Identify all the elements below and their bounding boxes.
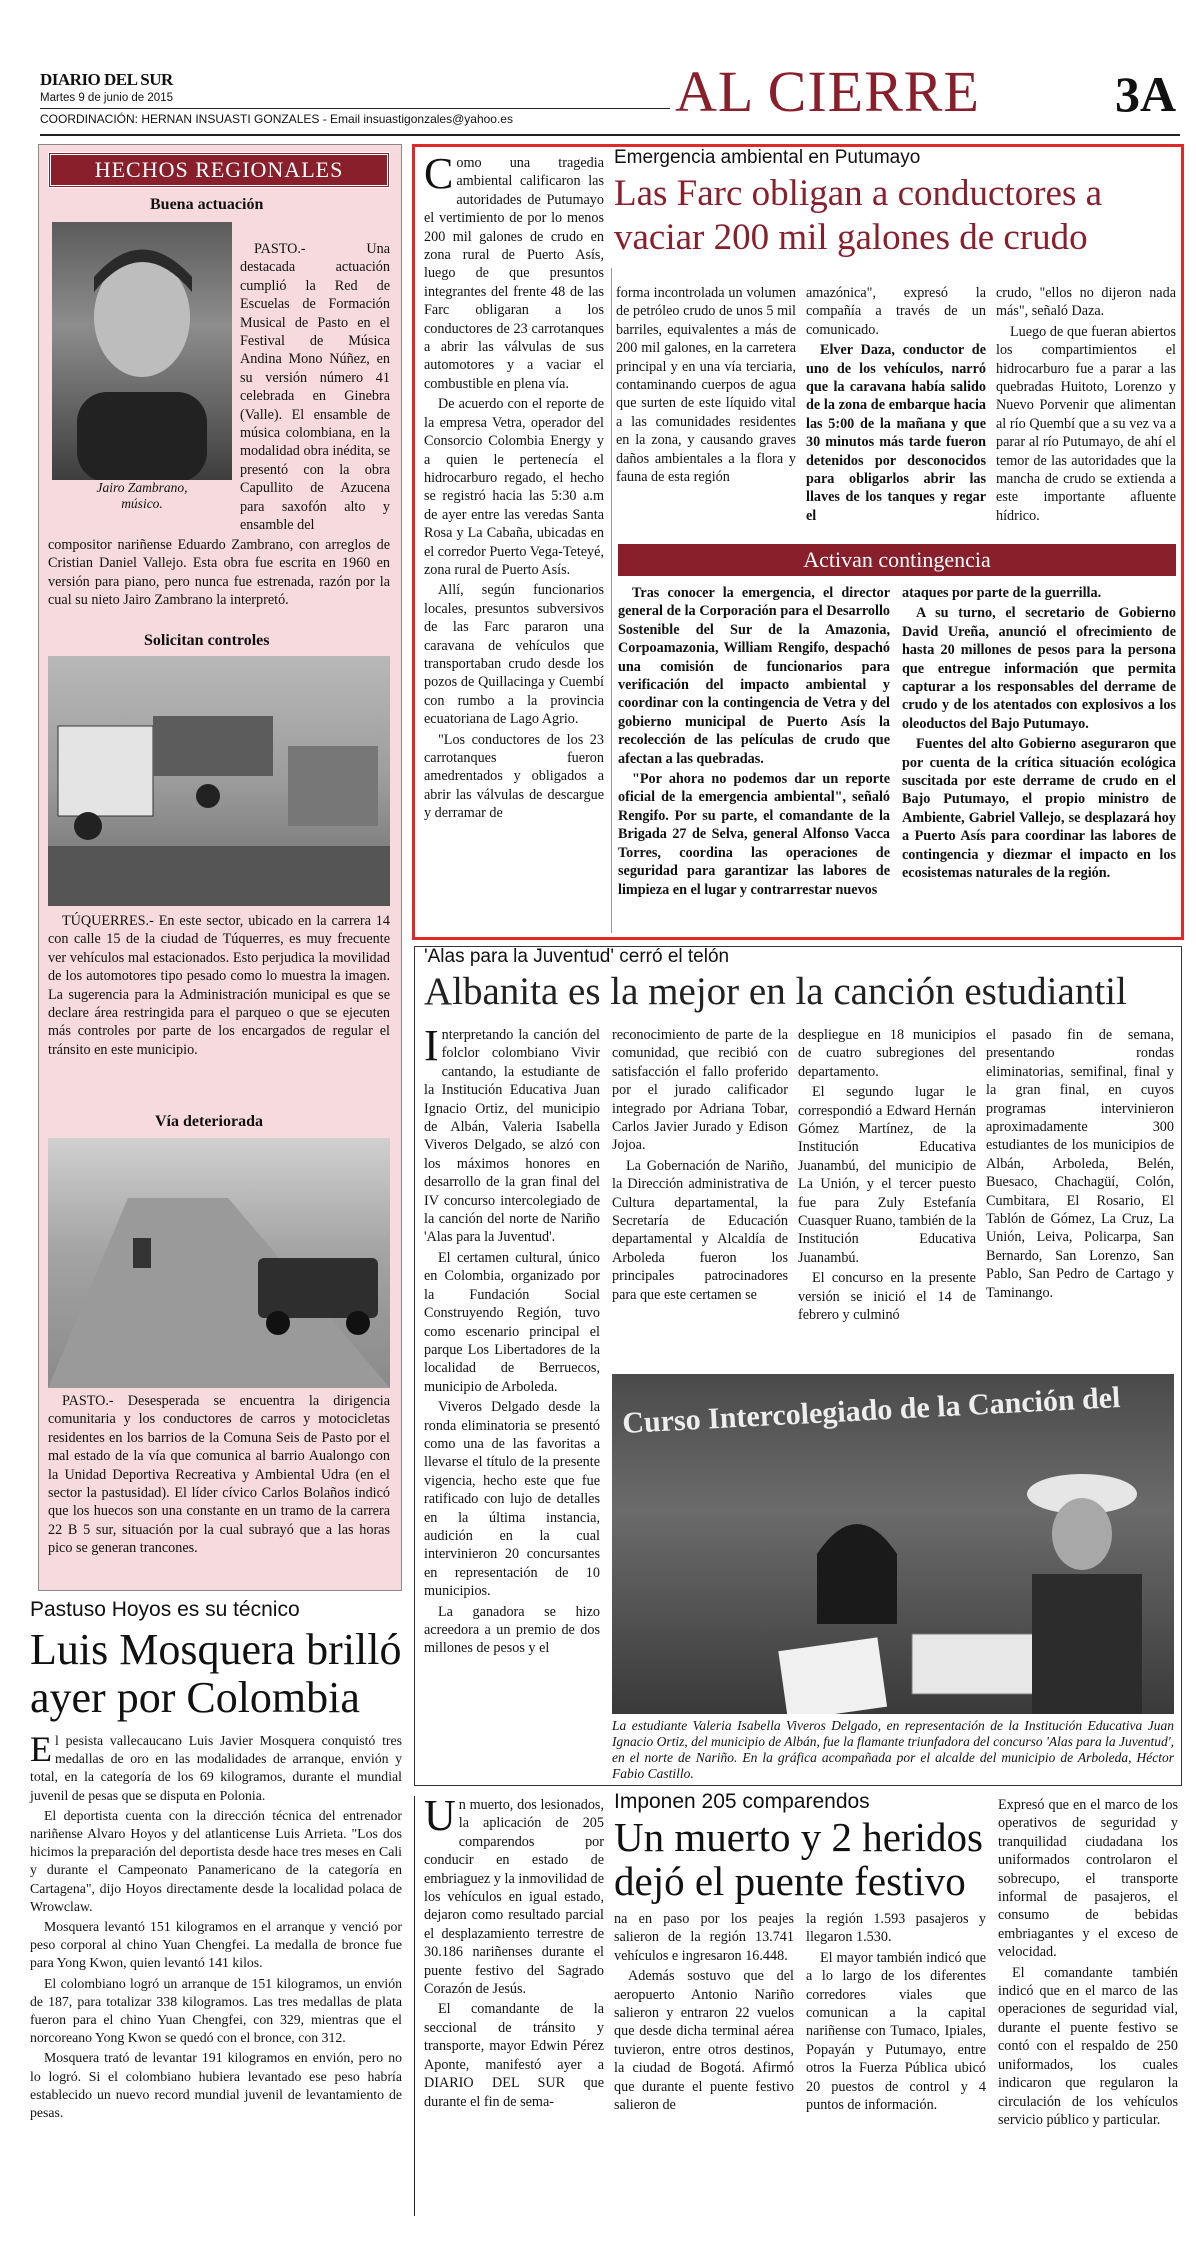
paragraph-text: l pesista vallecaucano Luis Javier Mosquera conquistó tres medallas de oro en las modalidades de arranque, envión y total, en la categoría de los 69 kilogramos, durante el mundial juvenil de pesas que se disputa en Polonia. xyxy=(30,1733,402,1803)
paragraph: De acuerdo con el reporte de la empresa Vetra, operador del Consorcio Colombia Energy y a quien le pertenecía el hidrocarburo regado, el hecho se registró hacia las 5:30 a.m de ayer entre las veredas Santa Rosa y La Cabaña, ubicadas en el corredor Puerto Vega-Teteyé, zona rural de Puerto Asís. xyxy=(424,396,604,578)
section-title-via-deteriorada: Vía deteriorada xyxy=(155,1113,263,1130)
paragraph: PASTO.- Desesperada se encuentra la dirigencia comunitaria y los conductores de carros y motocicletas residentes en los barrios de la Comuna Seis de Pasto por el mal estado de la vía que comunica al barrio Aualongo con la Unidad Deportiva Recreativa y Ambiental Udra (en el sector la pastusidad). El líder cívico Carlos Bolaños indicó que los huecos son una constante en un tramo de la carrera 22 B 5 sur, situación por la cual subrayó que a las horas pico se generan trancones. xyxy=(48,1393,390,1557)
albanita-column-2 xyxy=(612,1026,788,1306)
paragraph: La Gobernación de Nariño, la Dirección administrativa de Cultura departamental, la Secretaría de Educación departamental y Alcaldía de Arboleda fueron los principales patrocinadores para que este certamen se xyxy=(612,1157,788,1303)
farc-kicker: Emergencia ambiental en Putumayo xyxy=(614,147,921,168)
road-photo xyxy=(48,1138,390,1388)
trucks-illustration xyxy=(48,656,390,906)
paragraph xyxy=(424,1021,600,1247)
paragraph: forma incontrolada un volumen de petróleo crudo de unos 5 mil barriles, equivalentes a más de 200 mil galones, en la carretera principal y en una vía terciaria, contaminando cuerpos de agua que surten de este líquido vital a las comunidades residentes en la zona, y causando graves daños ambientales a la flora y fauna de esta región xyxy=(616,285,796,486)
paragraph: despliegue en 18 municipios de cuatro subregiones del departamento. xyxy=(798,1027,976,1080)
jairo-zambrano-photo xyxy=(52,222,232,480)
albanita-kicker: 'Alas para la Juventud' cerró el telón xyxy=(424,946,730,967)
buena-actuacion-rest xyxy=(48,536,390,612)
paragraph: El mayor también indicó que a lo largo de los diferentes corredores viales que comunican a la capital nariñense con Tumaco, Ipiales, Popayán y Putumayo, entre otros la Fuerza Pública ubicó 20 puestos de control y 4 puntos de información. xyxy=(806,1949,986,2114)
hechos-header-label: HECHOS REGIONALES xyxy=(94,157,344,182)
paragraph: el pasado fin de semana, presentando rondas eliminatorias, semifinal, final y la gran final, en cuyos programas intervinieron aproximadamente 300 estudiantes de los municipios de Albán, Arboleda, Belén, Buesaco, Chachagüí, Colón, Cumbitara, El Rosario, El Tablón de Gómez, La Cruz, La Unión, Leiva, Policarpa, San Bernardo, San Lorenzo, San Pablo, San Pedro de Cartago y Taminango. xyxy=(986,1027,1174,1301)
mosquera-kicker: Pastuso Hoyos es su técnico xyxy=(30,1598,300,1621)
paragraph: La ganadora se hizo acreedora a un premio de dos millones de pesos y el xyxy=(424,1603,600,1657)
paragraph: "Por ahora no podemos dar un reporte oficial de la emergencia ambiental", señaló Rengifo. Por su parte, el comandante de la Brigada 27 de Selva, general Alfonso Vacca Torres, coordina las operaciones de seguridad para garantizar las labores de limpieza en el lugar y contrarrestar nuevos xyxy=(618,771,890,898)
mosquera-body xyxy=(30,1729,402,2124)
farc-column-4 xyxy=(996,284,1176,527)
albanita-photo-caption: La estudiante Valeria Isabella Viveros Delgado, en representación de la Institución Educativa Juan Ignacio Ortiz, del municipio de Albán, fue la flamante triunfadora del concurso 'Alas para la Juventud', en el norte de Nariño. En la gráfica acompañada por el alcalde del municipio de Arboleda, Héctor Fabio Castillo. xyxy=(612,1718,1174,1781)
paragraph: Allí, según funcionarios locales, presuntos subversivos de las Farc pararon una caravana de vehículos que transportaban crudo desde los pozos de Quillacinga y Cuembí con rumbo a la provincia ecuatoriana de Lago Agrio. xyxy=(424,582,604,728)
dropcap: C xyxy=(424,149,454,198)
issue-date: Martes 9 de junio de 2015 xyxy=(40,92,173,104)
section-title: AL CIERRE xyxy=(675,59,980,124)
dropcap: E xyxy=(30,1729,52,1769)
paragraph: "Los conductores de los 23 carrotanques fueron amedrentados y obligados a abrir las válvulas de descargue y derramar de xyxy=(424,731,604,822)
paragraph: Mosquera levantó 151 kilogramos en el arranque y venció por peso corporal al chino Yuan Chengfei. La medalla de bronce fue para Yong Kwon, quien levantó 141 kilos. xyxy=(30,1919,402,1971)
festivo-column-2 xyxy=(614,1910,794,2116)
paragraph: Fuentes del alto Gobierno aseguraron que por cuenta de la crítica situación ecológica suscitada por este derrame de crudo en el Bajo Putumayo, el propio ministro de Ambiente, Gabriel Vallejo, se desplazará hoy a Puerto Asís para coordinar las labores de contingencia y diezmar el impacto en los ecosistemas naturales de la región. xyxy=(902,736,1176,882)
farc-contingencia-col-2 xyxy=(902,584,1176,885)
paragraph: El deportista cuenta con la dirección técnica del entrenador nariñense Alvaro Hoyos y del atlanticense Luis Arrieta. "Los dos hicimos la preparación del deportista desde hace tres meses en Cali y durante el Campeonato Panamericano de la categoría en Cartagena", dijo Hoyos directamente desde la localidad polaca de Wrowclaw. xyxy=(30,1807,402,1914)
paragraph: ataques por parte de la guerrilla. xyxy=(902,585,1102,601)
paragraph-text: nterpretando la canción del folclor colombiano Vivir cantando, la estudiante de la Institución Educativa Juan Ignacio Ortiz, del municipio de Albán, Valeria Isabella Viveros Delgado, se alzó con los máximos honores en desarrollo de la gran final del IV concurso intercolegiado de la canción del norte de Nariño 'Alas para la Juventud'. xyxy=(424,1027,600,1246)
albanita-column-1 xyxy=(424,1021,600,1660)
albanita-headline: Albanita es la mejor en la canción estudiantil xyxy=(424,970,1127,1013)
albanita-winner-photo xyxy=(612,1374,1174,1714)
paragraph-text: n muerto, dos lesionados, la aplicación de 205 comparendos por conducir en estado de embriaguez y la inmovilidad de los vehículos en igual estado, dejaron como resultado parcial el desplazamiento terrestre de 30.186 nariñenses durante el puente festivo del Sagrado Corazón de Jesús. xyxy=(424,1797,604,1998)
page-number: 3A xyxy=(1115,66,1177,122)
photo-banner-text: Curso Intercolegiado de la Canción del xyxy=(621,1380,1122,1441)
paragraph xyxy=(30,1729,402,1805)
paragraph: la región 1.593 pasajeros y llegaron 1.530. xyxy=(806,1911,986,1946)
paragraph: na en paso por los peajes salieron de la región 13.741 vehículos e ingresaron 16.448. xyxy=(614,1911,794,1964)
paragraph xyxy=(424,149,604,393)
albanita-column-4 xyxy=(986,1026,1174,1304)
section-title-buena-actuacion: Buena actuación xyxy=(150,196,264,213)
paragraph: crudo, "ellos no dijeron nada más", señaló Daza. xyxy=(996,285,1176,320)
paragraph: amazónica", expresó la compañía a través de un comunicado. xyxy=(806,285,986,338)
paragraph: Mosquera trató de levantar 191 kilogramos en envión, pero no lo logró. Si el colombiano hubiera levantado ese peso habría establecido un nuevo record mundial juvenil de levantamiento de pesas. xyxy=(30,2050,402,2121)
winner-illustration xyxy=(612,1374,1174,1714)
paragraph-text: omo una tragedia ambiental calificaron las autoridades de Putumayo el vertimiento de por lo menos 200 mil galones de crudo en zona rural de Puerto Asís, luego de que presuntos integrantes del frente 48 de las Farc obligaran a los conductores de 23 carrotanques a abrir las válvulas de sus automotores y a vaciar el combustible en plena vía. xyxy=(424,155,604,392)
jairo-photo-caption: Jairo Zambrano, músico. xyxy=(96,480,188,511)
albanita-column-3 xyxy=(798,1026,976,1327)
festivo-column-4 xyxy=(998,1796,1178,2131)
via-deteriorada-text xyxy=(48,1392,390,1560)
road-illustration xyxy=(48,1138,390,1388)
paper-name: DIARIO DEL SUR xyxy=(40,70,173,89)
activan-contingencia-bar xyxy=(618,544,1176,576)
hechos-header xyxy=(48,152,390,188)
mosquera-headline: Luis Mosquera brilló ayer por Colombia xyxy=(30,1625,402,1722)
festivo-column-1 xyxy=(424,1791,604,2113)
section-title-solicitan-controles: Solicitan controles xyxy=(144,632,270,649)
festivo-headline: Un muerto y 2 heridos dejó el puente festivo xyxy=(614,1814,983,1904)
paragraph: El certamen cultural, único en Colombia, organizado por la Fundación Social Construyendo Región, tuvo como escenario principal el parque Los Libertadores de la localidad de Berruecos, municipio de Arboleda. xyxy=(424,1249,600,1395)
farc-column-3 xyxy=(806,284,986,527)
paragraph: Luego de que fueran abiertos los compartimientos el hidrocarburo fue a parar a las quebradas Huitoto, Lorenzo y Nuevo Porvenir que alimentan al río Quembí que a su vez va a parar al río Putumayo, de ahí el temor de las autoridades que la mancha de crudo se extienda a este importante afluente hídrico. xyxy=(996,323,1176,524)
solicitan-controles-text xyxy=(48,912,390,1061)
paragraph: El concurso en la presente versión se inició el 14 de febrero y culminó xyxy=(798,1270,976,1324)
festivo-kicker: Imponen 205 comparendos xyxy=(614,1790,870,1813)
buena-actuacion-intro xyxy=(240,240,390,537)
paragraph: El colombiano logró un arranque de 151 kilogramos, un envión de 187, para totalizar 338 kilogramos. Las tres medallas de plata fueron para el chino Yuan Chengfei, con 329, mientras que el norcoreano Yong Kwon se quedó con el bronce, con 312. xyxy=(30,1975,402,2046)
paragraph: compositor nariñense Eduardo Zambrano, con arreglos de Cristian Daniel Vallejo. Esta obra fue escrita en 1960 en versión para piano, pero nunca fue estrenada, razón por la cual su nieto Jairo Zambrano la interpretó. xyxy=(48,537,390,609)
paragraph: PASTO.- Una destacada actuación cumplió la Red de Escuelas de Formación Musical de Pasto en el Festival de Música Andina Mono Núñez, en su versión número 41 celebrada en Ginebra (Valle). El ensamble de música colombiana, en la modalidad obra inédita, se presentó con la obra Capullito de Azucena para saxofón alto y ensamble del xyxy=(240,241,390,534)
portrait-illustration xyxy=(52,222,232,480)
paragraph: El comandante de la seccional de tránsito y transporte, mayor Edwin Pérez Aponte, manifestó ayer a DIARIO DEL SUR que durante el fin de sema- xyxy=(424,2001,604,2110)
paragraph: El segundo lugar le correspondió a Edward Hernán Gómez Martínez, de la Institución Educativa Juanambú, del municipio de La Unión, y el tercer puesto fue para Zuly Estefanía Cuasquer Ruano, también de la Institución Educativa Juanambú. xyxy=(798,1084,976,1266)
paragraph xyxy=(424,1791,604,1998)
trucks-photo xyxy=(48,656,390,906)
dropcap: I xyxy=(424,1021,439,1070)
farc-contingencia-col-1 xyxy=(618,584,890,901)
paragraph: Viveros Delgado desde la ronda eliminatoria se presentó como una de las favoritas a llevarse el título de la presente vigencia, hecho este que fue ratificado con lujo de detalles en la última instancia, audición en la cual intervinieron 20 concursantes en representación de 10 municipios. xyxy=(424,1399,600,1600)
paragraph: El comandante también indicó que en el marco de las operaciones de seguridad vial, durante el puente festivo se contó con el respaldo de 250 uniformados, los cuales indicaron que regularon la circulación de los vehículos servicio público y particular. xyxy=(998,1964,1178,2128)
activan-contingencia-label: Activan contingencia xyxy=(803,547,991,572)
dropcap: U xyxy=(424,1791,456,1840)
coordination-line: COORDINACIÓN: HERNAN INSUASTI GONZALES - Email insuastigonzales@yahoo.es xyxy=(40,112,513,126)
paragraph: reconocimiento de parte de la comunidad, que recibió con satisfacción el fallo proferido por el jurado calificador integrado por Adriana Tobar, Carlos Javier Jurado y Edison Jojoa. xyxy=(612,1027,788,1154)
farc-headline: Las Farc obligan a conductores a vaciar 200 mil galones de crudo xyxy=(614,173,1103,258)
farc-column-1 xyxy=(424,149,604,825)
farc-column-2 xyxy=(616,284,796,488)
paragraph: Además sostuvo que del aeropuerto Antonio Nariño salieron y entraron 22 vuelos que desde dicha terminal aérea tuvieron, entre otros destinos, la ciudad de Bogotá. Afirmó que durante el puente festivo salieron de xyxy=(614,1968,794,2114)
paragraph: Elver Daza, conductor de uno de los vehículos, narró que la caravana había salido de la zona de embarque hacia las 5:00 de la mañana y que 30 minutos más tarde fueron detenidos por desconocidos para obligarlos abrir las llaves de los tanques y regar el xyxy=(806,342,986,524)
festivo-column-3 xyxy=(806,1910,986,2116)
paragraph: Tras conocer la emergencia, el director general de la Corporación para el Desarrollo Sostenible del Sur de la Amazonia, Corpoamazonia, William Rengifo, despachó una comisión de funcionarios para verificación del impacto ambiental y coordinar con la contingencia de Vetra y del gobierno municipal de Puerto Asís la recolección de las películas de crudo que afectan a las quebradas. xyxy=(618,585,890,767)
paragraph: TÚQUERRES.- En este sector, ubicado en la carrera 14 con calle 15 de la ciudad de Túquerres, es muy frecuente ver vehículos mal estacionados. Esto perjudica la movilidad de los automotores tipo pesado como lo muestra la imagen. La sugerencia para la Administración municipal es que se declare área restringida para el parqueo o que se ejecuten más controles por parte de los encargados de regular el tránsito en este municipio. xyxy=(48,913,390,1058)
paragraph: Expresó que en el marco de los operativos de seguridad y tranquilidad ciudadana los uniformados controlaron el sobrecupo, el transporte informal de pasajeros, el consumo de bebidas embriagantes y el exceso de velocidad. xyxy=(998,1797,1178,1961)
paragraph: A su turno, el secretario de Gobierno David Ureña, anunció el ofrecimiento de hasta 20 millones de pesos para la persona que entregue información que permita capturar a los responsables del derrame de crudo y de los atentados con explosivos a los oleoductos del Bajo Putumayo. xyxy=(902,605,1176,732)
